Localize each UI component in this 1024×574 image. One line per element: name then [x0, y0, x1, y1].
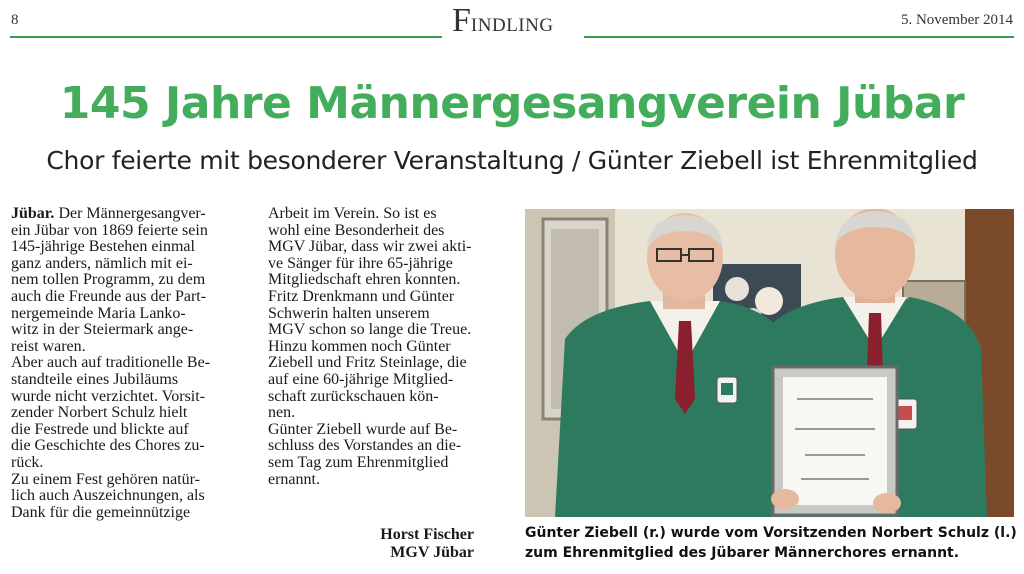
column-line: die Geschichte des Chores zu-: [11, 437, 205, 455]
page-number: 8: [11, 12, 19, 28]
column-line: schaft zurückschauen kön-: [268, 387, 439, 405]
column-line: reist waren.: [11, 337, 86, 355]
column-line: die Festrede und blickte auf: [11, 420, 189, 438]
article-headline: 145 Jahre Männergesangverein Jübar: [59, 78, 965, 129]
column-line: Hinzu kommen noch Günter: [268, 337, 451, 355]
column-line: ganz anders, nämlich mit ei-: [11, 254, 193, 272]
header-rule-right: [584, 36, 1014, 38]
article-column-1: [11, 206, 259, 521]
column-line: ve Sänger für ihre 65-jährige: [268, 254, 453, 272]
header-rule-left: [10, 36, 442, 38]
article-photo: [525, 209, 1014, 517]
column-line: wurde nicht verzichtet. Vorsit-: [11, 387, 206, 405]
column-line: rück.: [11, 453, 44, 471]
column-line: nen.: [268, 404, 296, 422]
column-line: schluss des Vorstandes an die-: [268, 437, 462, 455]
column-line: Schwerin halten unserem: [268, 304, 430, 322]
column-line: [11, 206, 259, 223]
article-subheadline: Chor feierte mit besonderer Veranstaltung / Günter Ziebell ist Ehrenmitglied: [46, 146, 978, 175]
column-line: MGV Jübar, dass wir zwei akti-: [268, 238, 472, 256]
column-line: nergemeinde Maria Lanko-: [11, 304, 186, 322]
masthead-rest: INDLING: [470, 15, 554, 36]
column-line: witz in der Steiermark ange-: [11, 321, 194, 339]
column-line: wohl eine Besonderheit des: [268, 221, 445, 239]
article-column-2: [268, 206, 518, 488]
photo-illustration: [525, 209, 1014, 517]
column-line: standteile eines Jubiläums: [11, 370, 179, 388]
column-line: Mitgliedschaft ehren konnten.: [268, 271, 461, 289]
column-line: zender Norbert Schulz hielt: [11, 404, 188, 422]
first-line-rest: Der Männergesangver-: [54, 205, 206, 222]
caption-line-2: zum Ehrenmitglied des Jübarer Männerchores ernannt.: [525, 545, 960, 561]
masthead: [452, 4, 554, 38]
column-line: ein Jübar von 1869 feierte sein: [11, 221, 208, 239]
column-1-body: [11, 223, 259, 522]
author-organization: MGV Jübar: [390, 544, 474, 561]
column-line: lich auch Auszeichnungen, als: [11, 487, 205, 505]
page-header: [0, 0, 1024, 46]
column-line: auf eine 60-jährige Mitglied-: [268, 370, 454, 388]
photo-caption: [525, 523, 1017, 563]
column-line: Dank für die gemeinnützige: [11, 503, 191, 521]
author-name: Horst Fischer: [380, 526, 474, 543]
column-line: Ziebell und Fritz Steinlage, die: [268, 354, 467, 372]
column-line: 145-jährige Bestehen einmal: [11, 238, 195, 256]
issue-date: 5. November 2014: [900, 12, 1013, 28]
column-line: ernannt.: [268, 470, 320, 488]
column-line: nem tollen Programm, zu dem: [11, 271, 206, 289]
column-line: sem Tag zum Ehrenmitglied: [268, 453, 449, 471]
masthead-initial: F: [452, 2, 471, 39]
column-line: auch die Freunde aus der Part-: [11, 287, 207, 305]
column-line: Fritz Drenkmann und Günter: [268, 287, 455, 305]
dateline: Jübar.: [11, 205, 55, 222]
column-line: Zu einem Fest gehören natür-: [11, 470, 200, 488]
column-line: MGV schon so lange die Treue.: [268, 321, 472, 339]
column-line: Günter Ziebell wurde auf Be-: [268, 420, 458, 438]
column-line: Aber auch auf traditionelle Be-: [11, 354, 211, 372]
caption-line-1: Günter Ziebell (r.) wurde vom Vorsitzenden Norbert Schulz (l.): [525, 525, 1017, 541]
column-line: Arbeit im Verein. So ist es: [268, 205, 437, 222]
